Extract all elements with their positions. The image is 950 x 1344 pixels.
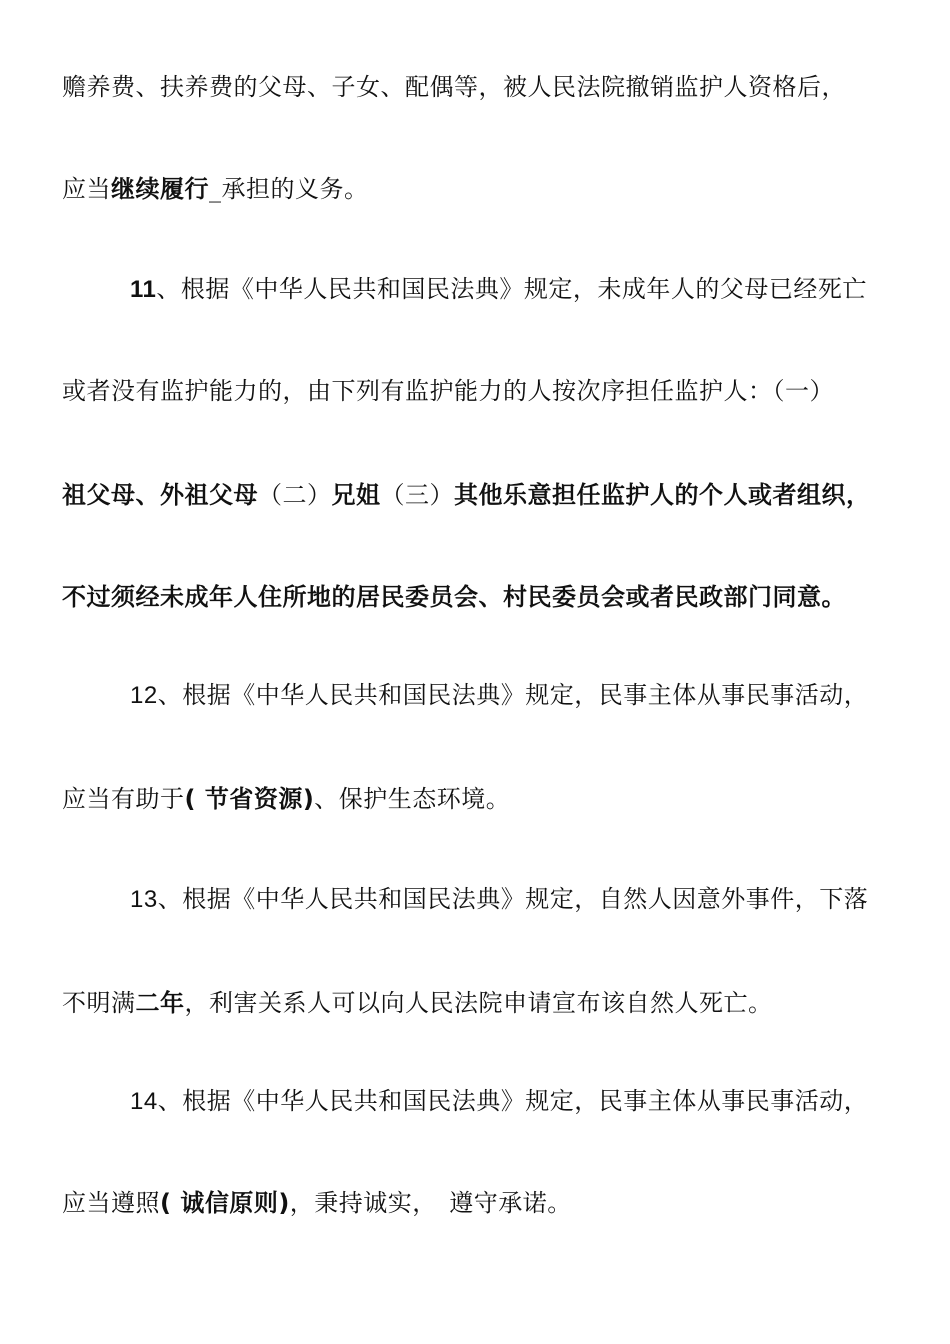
p11-text-2: 或者没有监护能力的，由下列有监护能力的人按次序担任监护人：（一） xyxy=(62,377,834,405)
p10-answer: 继续履行 xyxy=(111,175,209,203)
p11-text-1: 、根据《中华人民共和国民法典》规定，未成年人的父母已经死亡 xyxy=(156,275,867,303)
p13-answer: 二年 xyxy=(135,989,185,1017)
p14-line-2 xyxy=(62,1188,920,1218)
p11-marker-3: （三） xyxy=(380,481,454,509)
p13-text-2a: 不明满 xyxy=(62,989,136,1017)
p10-text-1: 赡养费、扶养费的父母、子女、配偶等，被人民法院撤销监护人资格后， xyxy=(62,73,846,101)
p14-answer: ( 诚信原则) xyxy=(160,1189,290,1217)
p12-text-1: 、根据《中华人民共和国民法典》规定，民事主体从事民事活动， xyxy=(157,681,869,709)
p10-text-2a: 应当 xyxy=(62,175,111,203)
p12-line-1 xyxy=(130,680,920,711)
p10-line-1 xyxy=(62,72,920,102)
p14-text-1: 、根据《中华人民共和国民法典》规定，民事主体从事民事活动， xyxy=(157,1087,869,1115)
p10-line-2 xyxy=(62,174,920,204)
p14-text-2c: ，秉持诚实， 遵守承诺。 xyxy=(289,1189,572,1217)
p12-number: 12 xyxy=(130,682,158,709)
p11-line-1 xyxy=(130,274,920,305)
p12-line-2 xyxy=(62,784,920,814)
p11-answer-3: 其他乐意担任监护人的个人或者组织， xyxy=(454,481,871,509)
p12-answer: ( 节省资源) xyxy=(184,785,315,813)
p13-text-1: 、根据《中华人民共和国民法典》规定，自然人因意外事件，下落 xyxy=(157,885,869,913)
p11-line-4 xyxy=(62,582,920,612)
p13-line-2 xyxy=(62,988,920,1018)
p11-answer-1: 祖父母、外祖父母 xyxy=(62,481,258,509)
p13-text-2c: ，利害关系人可以向人民法院申请宣布该自然人死亡。 xyxy=(184,989,773,1017)
p11-number: 11 xyxy=(130,276,157,303)
p13-line-1 xyxy=(130,884,920,915)
p11-text-4: 不过须经未成年人住所地的居民委员会、村民委员会或者民政部门同意。 xyxy=(62,583,846,611)
p10-text-2c: _承担的义务。 xyxy=(209,175,369,203)
p11-line-2 xyxy=(62,376,920,406)
p12-text-2a: 应当有助于 xyxy=(62,785,185,813)
p14-text-2a: 应当遵照 xyxy=(62,1189,160,1217)
p11-marker-2: （二） xyxy=(258,481,332,509)
p14-number: 14 xyxy=(130,1088,158,1115)
p11-answer-2: 兄姐 xyxy=(331,481,381,509)
p12-text-2c: 、保护生态环境。 xyxy=(314,785,511,813)
p14-line-1 xyxy=(130,1086,920,1117)
p13-number: 13 xyxy=(130,886,158,913)
p11-line-3 xyxy=(62,480,920,510)
